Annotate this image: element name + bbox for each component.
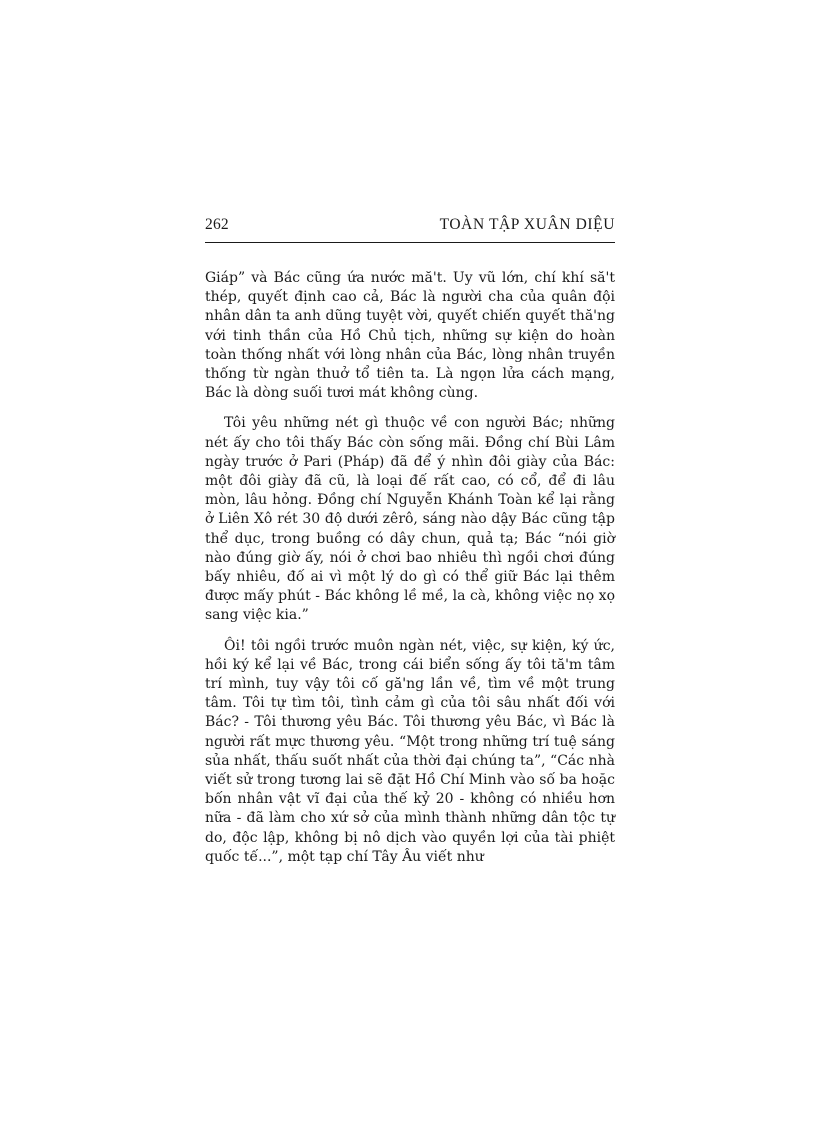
body-text (205, 269, 615, 867)
running-header (205, 216, 615, 243)
page-number: 262 (205, 216, 229, 233)
paragraph-continuation: Giáp” và Bác cũng ứa nước mă't. Uy vũ lớn, chí khí să't thép, quyết định cao cả, Bác là người cha của quân đội nhân dân ta anh dũng tuyệt vời, quyết chiến quyết thă'ng với tinh thần của Hồ Chủ tịch, những sự kiện do hoàn toàn thống nhất với lòng nhân của Bác, lòng nhân truyền thống từ ngàn thuở tổ tiên ta. Là ngọn lửa cách mạng, Bác là dòng suối tươi mát không cùng. (205, 270, 615, 402)
paragraph: Tôi yêu những nét gì thuộc về con người Bác; những nét ấy cho tôi thấy Bác còn sống mãi. Đồng chí Bùi Lâm ngày trước ở Pari (Pháp) đã để ý nhìn đôi giày của Bác: một đôi giày đã cũ, là loại đế rất cao, có cổ, để đi lâu mòn, lâu hỏng. Đồng chí Nguyễn Khánh Toàn kể lại rằng ở Liên Xô rét 30 độ dưới zêrô, sáng nào dậy Bác cũng tập thể dục, trong buồng có dây chun, quả tạ; Bác “nói giờ nào đúng giờ ấy, nói ở chơi bao nhiêu thì ngồi chơi đúng bấy nhiêu, đố ai vì một lý do gì có thể giữ Bác lại thêm được mấy phút - Bác không lề mề, la cà, không việc nọ xọ sang việc kia.” (205, 415, 615, 624)
book-title: TOÀN TẬP XUÂN DIỆU (439, 216, 615, 233)
book-page (205, 216, 615, 867)
paragraph: Ôi! tôi ngồi trước muôn ngàn nét, việc, sự kiện, ký ức, hồi ký kể lại về Bác, trong cái biển sống ấy tôi tă'm tâm trí mình, tuy vậy tôi cố gă'ng lần về, tìm về một trung tâm. Tôi tự tìm tôi, tình cảm gì của tôi sâu nhất đối với Bác? - Tôi thương yêu Bác. Tôi thương yêu Bác, vì Bác là người rất mực thương yêu. “Một trong những trí tuệ sáng sủa nhất, thấu suốt nhất của thời đại chúng ta”, “Các nhà viết sử trong tương lai sẽ đặt Hồ Chí Minh vào số ba hoặc bốn nhân vật vĩ đại của thế kỷ 20 - không có nhiều hơn nữa - đã làm cho xứ sở của mình thành những dân tộc tự do, độc lập, không bị nô dịch vào quyền lợi của tài phiệt quốc tế...”, một tạp chí Tây Âu viết như (205, 637, 615, 865)
